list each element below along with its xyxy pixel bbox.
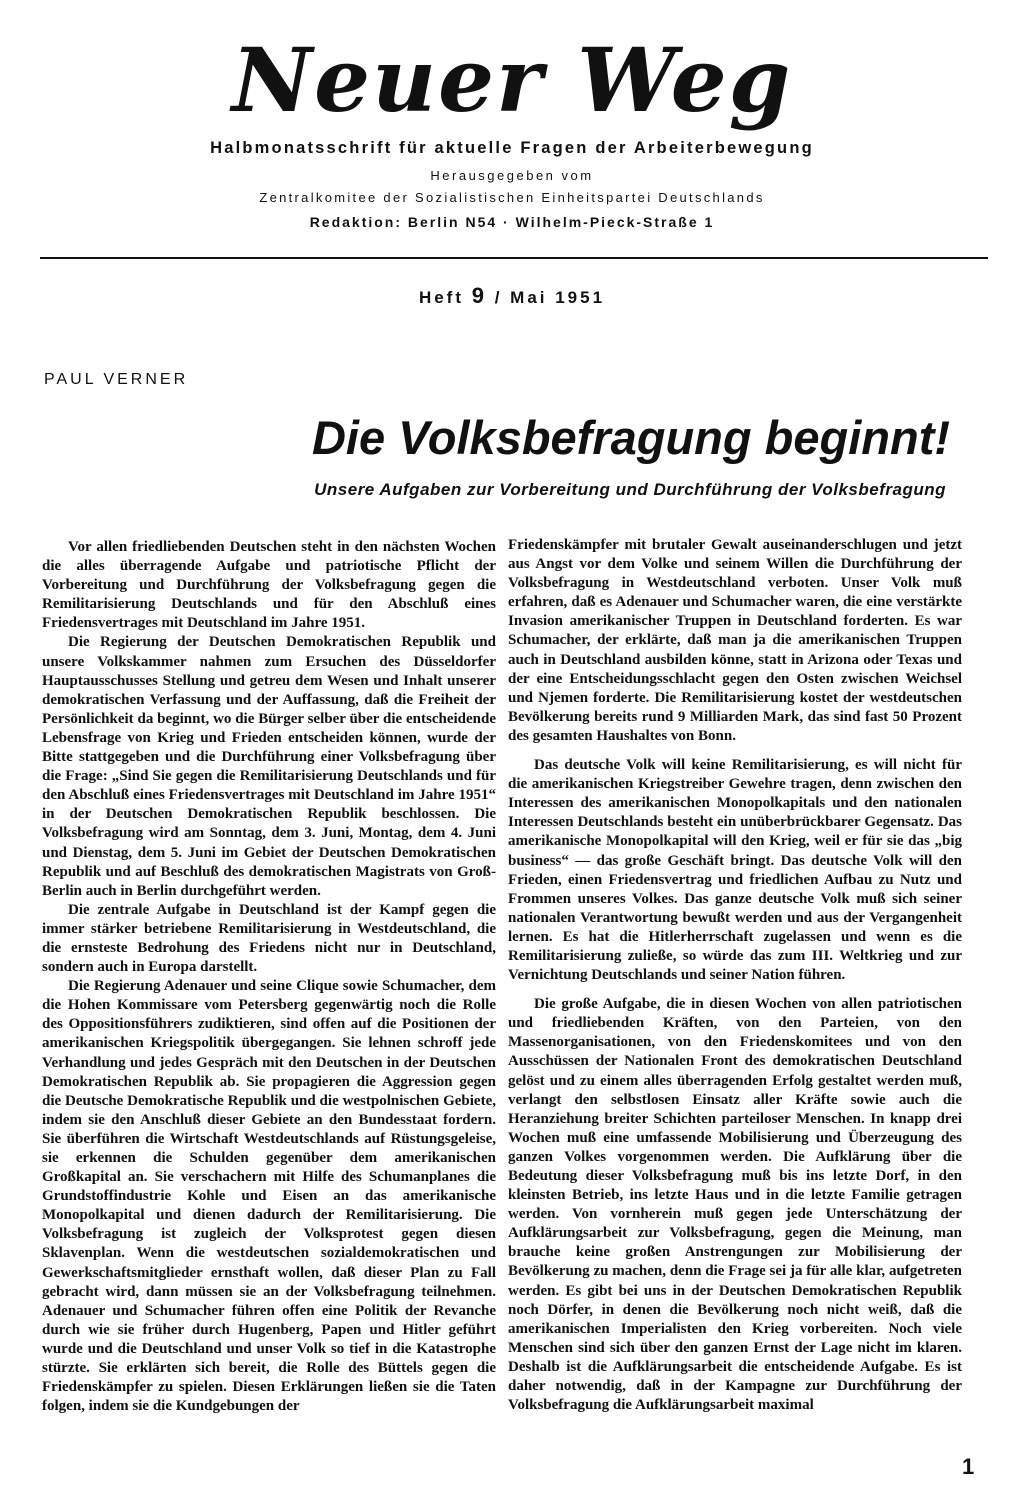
issue-date: / Mai 1951 xyxy=(494,288,606,307)
paragraph: Die große Aufgabe, die in diesen Wochen von allen patriotischen und friedliebenden Kräften, von den Parteien, von den Massenorganisationen, von den Friedenskomitees und von den Ausschüssen der Nationalen Front des demokratischen Deutschland gelöst und zu einem alles überragenden Erfolg gestaltet werden muß, verlangt den selbstlosen Einsatz aller Kräfte sowie auch die Heranziehung breiter Schichten parteiloser Menschen. In knapp drei Wochen muß eine umfassende Mobilisierung und Überzeugung des ganzen Volkes vorgenommen werden. Die Aufklärung über die Bedeutung dieser Volksbefragung muß bis ins letzte Dorf, in den kleinsten Betrieb, ins letzte Haus und in die letzte Familie getragen werden. Von vornherein muß gegen jede Unterschätzung der Aufklärungsarbeit zur Volksbefragung, gegen die Meinung, man brauche keine großen Anstrengungen zur Mobilisierung der Bevölkerung zu machen, denn die Frage sei ja für alle klar, aufgetreten werden. Es gibt bei uns in der Deutschen Demokratischen Republik noch Dörfer, in denen die Bevölkerung noch nicht weiß, daß die amerikanischen Imperialisten den Krieg vorbereiten. Noch viele Menschen sind sich über den ganzen Ernst der Lage nicht im klaren. Deshalb ist die Aufklärungsarbeit die entscheidende Aufgabe. Es ist daher notwendig, daß in der Kampagne zur Durchführung der Volksbefragung die Aufklärungsarbeit maximal xyxy=(508,996,962,1414)
article-author: PAUL VERNER xyxy=(44,371,189,388)
paragraph: Die Regierung Adenauer und seine Clique sowie Schumacher, dem die Hohen Kommissare vom Petersberg gegenwärtig noch die Rolle des Oppositionsführers zudiktieren, sind offen auf die Positionen der amerikanischen Kriegspolitik übergegangen. Sie lehnen schroff jede Verhandlung und jedes Gespräch mit den Deutschen in der Deutschen Demokratischen Republik ab. Sie propagieren die Aggression gegen die Deutsche Demokratische Republik und die westpolnischen Gebiete, indem sie den Anschluß dieser Gebiete an den Bundesstaat fordern. Sie überführen die Wirtschaft Westdeutschlands auf Rüstungsgeleise, sie erkennen die Schulden gegenüber dem amerikanischen Großkapital an. Sie verschachern mit Hilfe des Schumanplanes die Grundstoffindustrie Kohle und Eisen an das amerikanische Monopolkapital und dienen dadurch der Remilitarisierung. Die Volksbefragung ist zugleich der Volksprotest gegen diesen Sklavenplan. Wenn die westdeutschen sozialdemokratischen und Gewerkschaftsmitglieder ernsthaft wollen, daß dieser Plan zu Fall gebracht wird, dann müssen sie an der Volksbefragung teilnehmen. Adenauer und Schumacher führen offen eine Politik der Revanche durch wie sie früher durch Hugenberg, Papen und Hitler geführt wurde und die Deutschland und unser Volk so tief in die Katastrophe stürzte. Sie erklärten sich bereit, die Rolle des Büttels gegen die Friedenskämpfer zu spielen. Diesen Erklärungen ließen sie die Taten folgen, indem sie die Kundgebungen der xyxy=(42,978,496,1415)
paragraph: Die zentrale Aufgabe in Deutschland ist der Kampf gegen die immer stärker betriebene Remilitarisierung in Westdeutschland, die die ernsteste Bedrohung des Friedens nicht nur in Deutschland, sondern auch in Europa darstellt. xyxy=(42,901,496,976)
masthead-title: Neuer Weg xyxy=(231,28,793,132)
header-rule xyxy=(40,257,988,259)
masthead-subtitle: Halbmonatsschrift für aktuelle Fragen der Arbeiterbewegung xyxy=(210,139,814,157)
left-column xyxy=(42,538,496,1416)
right-column xyxy=(508,536,962,1415)
paragraph: Das deutsche Volk will keine Remilitarisierung, es will nicht für die amerikanischen Kriegstreiber Gewehre tragen, denn zwischen den Interessen des amerikanischen Monopolkapitals und den nationalen Interessen Deutschlands besteht ein unüberbrückbarer Gegensatz. Das amerikanische Monopolkapital will den Krieg, weil er für sie das „big business“ — das große Geschäft bringt. Das deutsche Volk will den Frieden, einen Friedensvertrag und friedlichen Aufbau zu Nutz und Frommen unseres Volkes. Das ganze deutsche Volk muß sich seiner nationalen Verantwortung bewußt werden und aus der Vergangenheit lernen. Es hat die Hitlerherrschaft zugelassen und wenn es die Remilitarisierung zuließe, so würde das zum III. Weltkrieg und zur Vernichtung Deutschlands und seiner Nation führen. xyxy=(508,757,962,984)
issue-prefix: Heft xyxy=(418,288,464,307)
publisher: Zentralkomitee der Sozialistischen Einheitspartei Deutschlands xyxy=(259,190,765,205)
article-title: Die Volksbefragung beginnt! xyxy=(311,411,950,464)
issue-line xyxy=(0,283,1024,309)
issue-number: 9 xyxy=(471,283,487,308)
page-number: 1 xyxy=(962,1454,975,1479)
editorial-address: Redaktion: Berlin N54 · Wilhelm-Pieck-Straße 1 xyxy=(309,214,715,230)
paragraph: Friedenskämpfer mit brutaler Gewalt auseinanderschlugen und jetzt aus Angst vor dem Volke und seinem Willen die Durchführung der Volksbefragung in Westdeutschland verboten. Unser Volk muß erfahren, daß es Adenauer und Schumacher waren, die eine verstärkte Invasion amerikanischer Truppen in Deutschland forderten. Es war Schumacher, der erklärte, daß man ja die amerikanischen Truppen auch in Deutschland ausbilden könne, statt in Arizona oder Texas und der eine Entscheidungsschlacht gegen den Osten zwischen Weichsel und Njemen forderte. Die Remilitarisierung kostet der westdeutschen Bevölkerung bereits rund 9 Milliarden Mark, das sind fast 50 Prozent des gesamten Haushaltes von Bonn. xyxy=(508,537,962,744)
paragraph: Die Regierung der Deutschen Demokratischen Republik und unsere Volkskammer nahmen zum Ersuchen des Düsseldorfer Hauptausschusses Stellung und getreu dem Wesen und Inhalt unserer demokratischen Verfassung und der Auffassung, daß die Freiheit der Persönlichkeit da beginnt, wo die Bürger selber über die entscheidende Lebensfrage von Krieg und Frieden entscheiden können, wurde der Bitte stattgegeben und die Durchführung einer Volksbefragung über die Frage: „Sind Sie gegen die Remilitarisierung Deutschlands und für den Abschluß eines Friedensvertrages mit Deutschland im Jahre 1951“ in der Deutschen Demokratischen Republik beschlossen. Die Volksbefragung wird am Sonntag, dem 3. Juni, Montag, dem 4. Juni und Dienstag, dem 5. Juni im Gebiet der Deutschen Demokratischen Republik und auf Beschluß des demokratischen Magistrats von Groß-Berlin auch in Berlin durchgeführt werden. xyxy=(42,634,496,899)
publisher-label: Herausgegeben vom xyxy=(430,168,594,183)
article-subtitle: Unsere Aufgaben zur Vorbereitung und Durchführung der Volksbefragung xyxy=(314,480,946,499)
paragraph: Vor allen friedliebenden Deutschen steht in den nächsten Wochen die alles überragende Aufgabe und patriotische Pflicht der Vorbereitung und Durchführung der Volksbefragung gegen die Remilitarisierung Deutschlands und für den Abschluß eines Friedensvertrages mit Deutschland im Jahre 1951. xyxy=(42,539,496,632)
